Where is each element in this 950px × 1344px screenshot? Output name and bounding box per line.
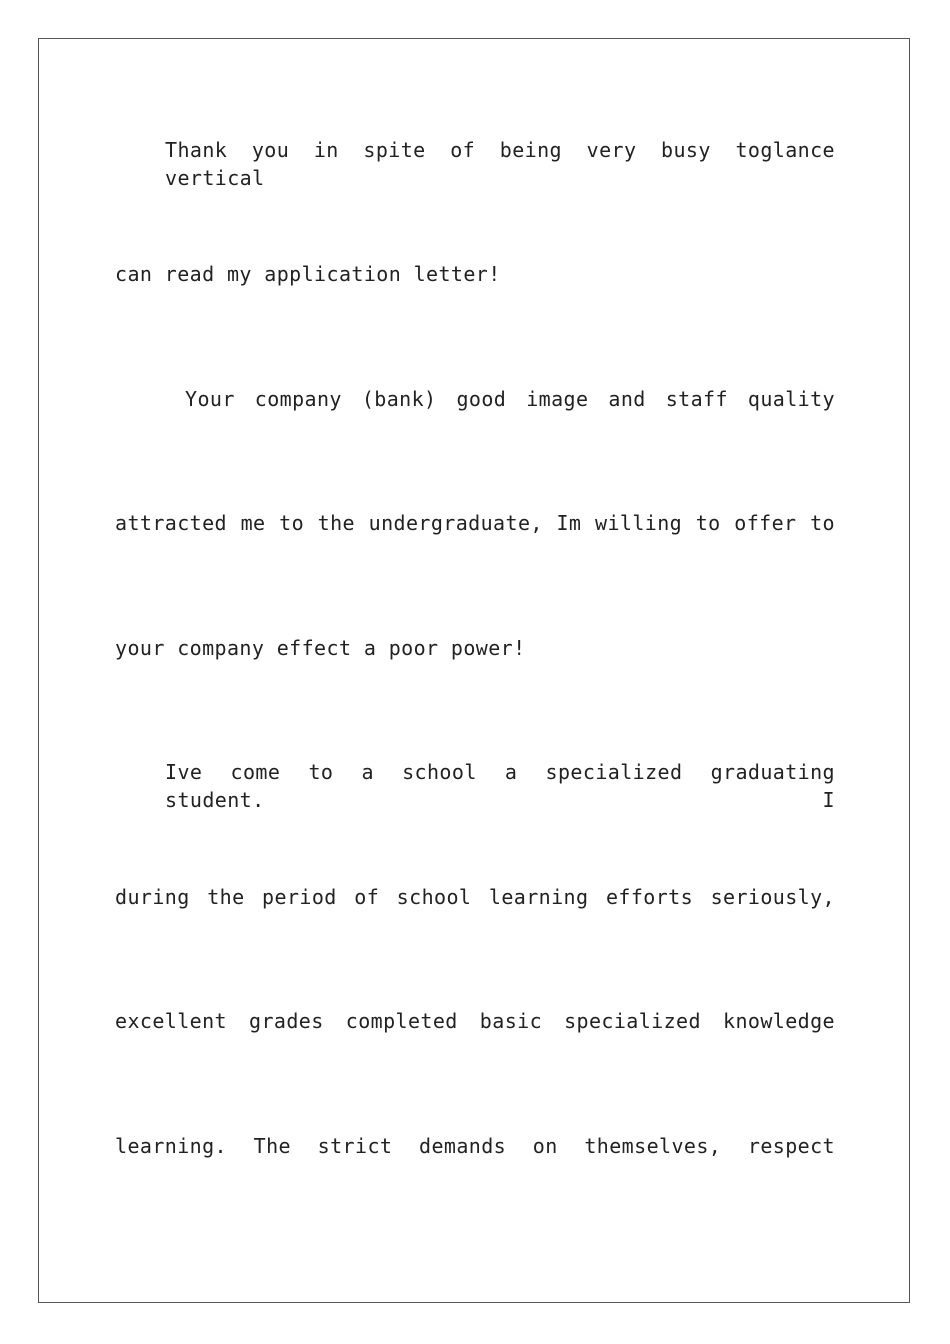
- text-line: Thank you in spite of being very busy toglance vertical: [165, 138, 835, 190]
- text-line: during the period of school learning efforts seriously,: [115, 885, 835, 909]
- text-line: excellent grades completed basic specialized knowledge: [115, 1009, 835, 1033]
- text-line: learning. The strict demands on themselves, respect: [115, 1134, 835, 1158]
- text-line: can read my application letter!: [115, 262, 501, 286]
- text-line: attracted me to the undergraduate, Im willing to offer to: [115, 511, 835, 535]
- text-line: Your company (bank) good image and staff quality: [185, 387, 835, 411]
- text-line: your company effect a poor power!: [115, 636, 526, 660]
- text-line: Ive come to a school a specialized graduating student. I: [165, 760, 835, 812]
- page-frame: [38, 38, 910, 1303]
